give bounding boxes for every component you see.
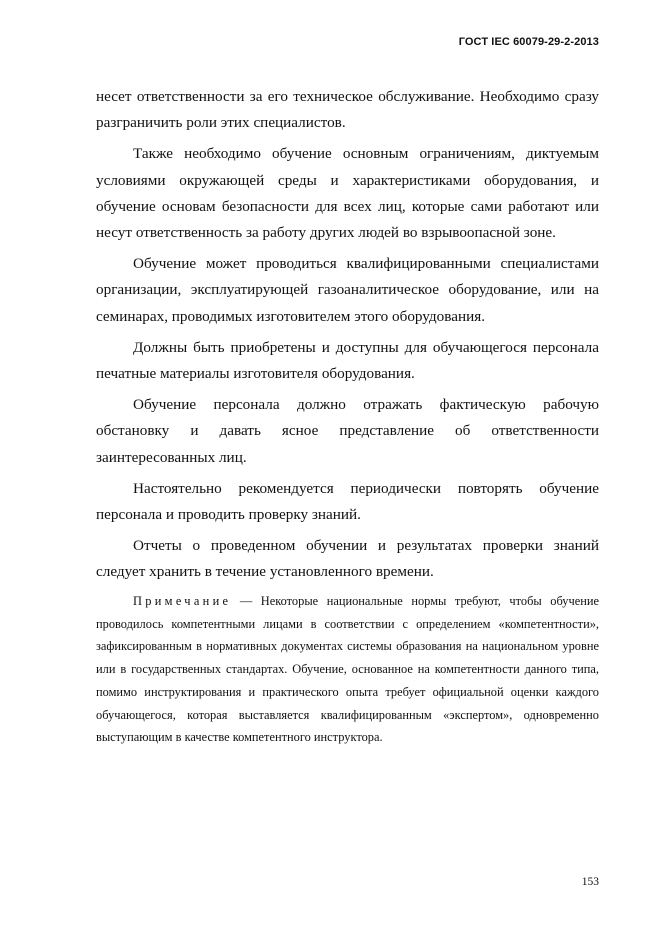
paragraph: Обучение персонала должно отражать фактическую рабочую обстановку и давать ясное представление об ответственности заинтересованных лиц. xyxy=(96,396,599,466)
paragraph: Также необходимо обучение основным ограничениям, диктуемым условиями окружающей среды и характеристиками оборудования, и обучение основам безопасности для всех лиц, которые сами работают или несут ответственность за работу других людей во взрывоопасной зоне. xyxy=(96,145,599,242)
note-text: — Некоторые национальные нормы требуют, чтобы обучение проводилось компетентными лицами в соответствии с определением «компетентности», зафиксированным в нормативных документах системы образования на национальном уровне или в государственных стандартах. Обучение, основанное на компетентности данного типа, помимо инструктирования и практического опыта требует официальной оценки каждого обучающегося, которая выставляется квалифицированным «экспертом», одновременно выступающим в качестве компетентного инструктора. xyxy=(96,594,599,745)
document-header: ГОСТ IEC 60079-29-2-2013 xyxy=(458,36,599,48)
paragraph: Обучение может проводиться квалифицированными специалистами организации, эксплуатирующей газоаналитическое оборудование, или на семинарах, проводимых изготовителем этого оборудования. xyxy=(96,255,599,325)
note-block xyxy=(96,590,599,749)
main-text xyxy=(96,84,599,591)
note-label: Примечание xyxy=(133,594,232,608)
paragraph: Настоятельно рекомендуется периодически повторять обучение персонала и проводить проверку знаний. xyxy=(96,479,599,524)
paragraph-continuation: несет ответственности за его техническое обслуживание. Необходимо сразу разграничить роли этих специалистов. xyxy=(96,88,599,132)
paragraph: Отчеты о проведенном обучении и результатах проверки знаний следует хранить в течение установленного времени. xyxy=(96,537,599,581)
page-number: 153 xyxy=(581,876,599,888)
paragraph: Должны быть приобретены и доступны для обучающегося персонала печатные материалы изготовителя оборудования. xyxy=(96,338,599,383)
